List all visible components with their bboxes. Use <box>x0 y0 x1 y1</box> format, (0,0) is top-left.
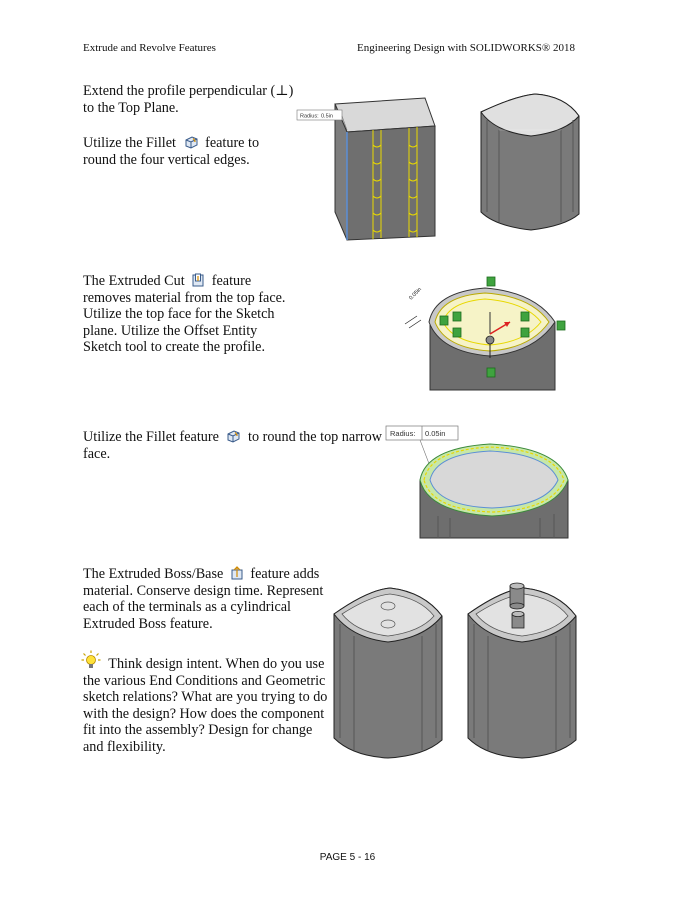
svg-text:Radius:: Radius: <box>390 429 416 438</box>
section-fillet-text: Utilize the Fillet feature to round the four vertical edges. <box>83 135 260 168</box>
box-front-face <box>347 126 435 240</box>
header-right: Engineering Design with SOLIDWORKS® 2018 <box>357 42 575 54</box>
section-fillet-top-text: Utilize the Fillet feature to round the top narrow face. <box>83 429 382 462</box>
lightbulb-icon <box>81 650 101 670</box>
extruded-cut-icon <box>191 272 205 288</box>
figure-terminal-sketch <box>328 580 448 760</box>
svg-text:0.05in: 0.05in <box>408 286 424 302</box>
svg-text:0.05in: 0.05in <box>425 429 446 438</box>
figure-fillet-preview <box>295 90 445 250</box>
section-extruded-cut-text: The Extruded Cut feature removes material from the top face. Utilize the top face for the Sketch plane. Utilize the Offset Entity Sketch tool to create the profile. <box>83 273 286 355</box>
figure-filleted-box <box>475 92 585 232</box>
section-perpendicular-text: Extend the profile perpendicular (⊥) to the Top Plane. <box>83 83 294 116</box>
svg-text:Radius:: Radius: <box>300 113 319 120</box>
terminal-cylinder <box>512 611 524 628</box>
svg-text:0.5in: 0.5in <box>321 113 333 120</box>
extruded-boss-icon <box>230 565 244 581</box>
figure-top-fillet <box>380 420 575 540</box>
fillet-icon <box>183 134 199 150</box>
fillet-icon <box>225 428 241 444</box>
section-design-intent-text: Think design intent. When do you use the various End Conditions and Geometric sketch relations? What are you trying to do with the design? How does the component fit into the assembly? Design for change and flexibility. <box>83 650 327 755</box>
figure-extruded-cut-sketch <box>395 272 580 394</box>
page-number: PAGE 5 - 16 <box>319 852 376 863</box>
figure-terminal-boss <box>462 576 582 760</box>
section-extruded-boss-text: The Extruded Boss/Base feature adds material. Conserve design time. Represent each of the terminals as a cylindrical Extruded Boss feature. <box>83 566 324 632</box>
terminal-cylinder <box>510 583 524 609</box>
header-left: Extrude and Revolve Features <box>83 42 216 54</box>
